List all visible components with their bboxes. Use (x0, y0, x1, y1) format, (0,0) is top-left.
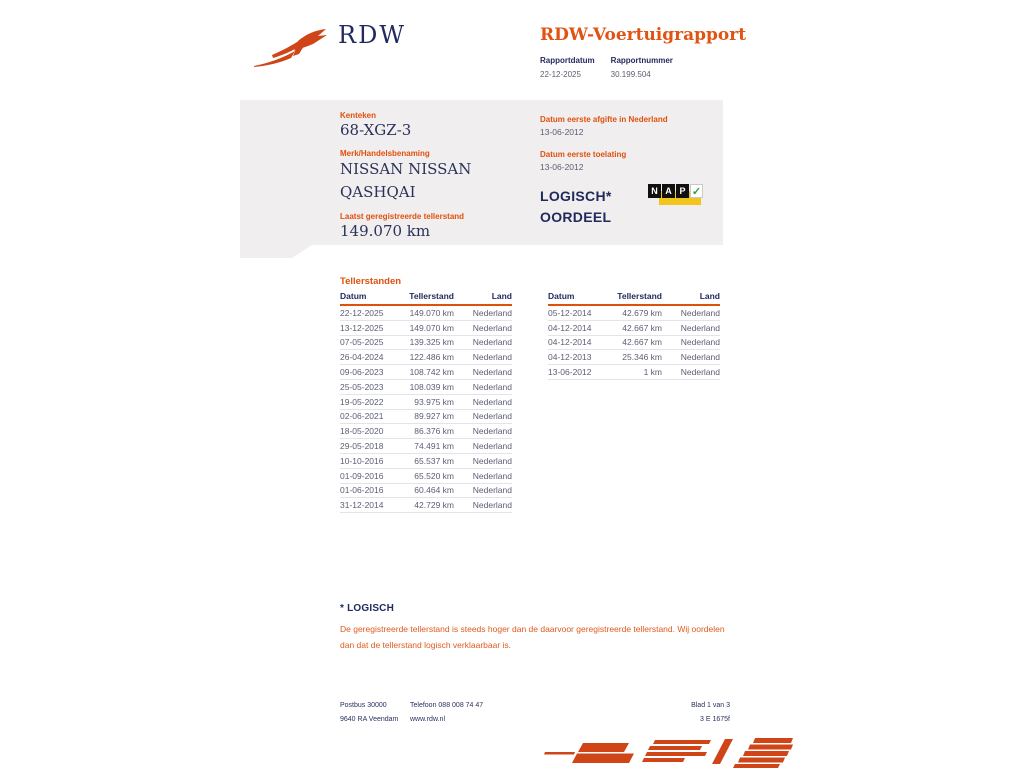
table-cell: Nederland (680, 352, 720, 363)
column-header-datum: Datum (340, 291, 367, 301)
column-header-tellerstand: Tellerstand (617, 291, 662, 301)
tellerstanden-table-right (548, 291, 720, 380)
table-cell: 29-05-2018 (340, 441, 384, 452)
table-row (548, 350, 720, 365)
table-cell: 19-05-2022 (340, 396, 384, 407)
footer-address (340, 699, 398, 727)
table-cell: 93.975 km (414, 396, 454, 407)
table-cell: 42.729 km (414, 500, 454, 511)
table-cell: 86.376 km (414, 426, 454, 437)
table-cell: 04-12-2014 (548, 322, 592, 333)
table-cell: 05-12-2014 (548, 307, 592, 318)
table-row (548, 306, 720, 321)
table-cell: 25-05-2023 (340, 381, 384, 392)
table-cell: Nederland (472, 485, 512, 496)
report-number-label: Rapportnummer (610, 56, 673, 65)
table-cell: Nederland (472, 441, 512, 452)
column-header-land: Land (699, 291, 720, 301)
rdw-stripes-decoration (543, 736, 793, 768)
table-cell: 01-06-2016 (340, 485, 384, 496)
nap-checkmark-icon: ✓ (691, 185, 702, 198)
table-cell: Nederland (472, 307, 512, 318)
table-cell: Nederland (472, 337, 512, 348)
table-cell: Nederland (680, 337, 720, 348)
footer-contact (410, 699, 483, 727)
table-row (340, 498, 512, 513)
table-cell: Nederland (472, 381, 512, 392)
report-number (611, 56, 673, 79)
table-cell: Nederland (472, 470, 512, 481)
table-cell: 139.325 km (409, 337, 454, 348)
nap-logo (648, 184, 702, 208)
table-cell: Nederland (472, 455, 512, 466)
table-row (340, 336, 512, 351)
table-cell: Nederland (680, 367, 720, 378)
table-cell: 108.742 km (409, 367, 454, 378)
footer-phone: Telefoon 088 008 74 47 (410, 702, 484, 709)
table-row (340, 365, 512, 380)
report-date-label: Rapportdatum (540, 56, 595, 65)
table-cell: 13-06-2012 (548, 367, 592, 378)
table-row (340, 395, 512, 410)
table-cell: Nederland (472, 396, 512, 407)
table-cell: 60.464 km (414, 485, 454, 496)
rdw-bird-logo-icon (252, 26, 334, 70)
table-cell: Nederland (472, 411, 512, 422)
merk-value: NISSAN NISSAN QASHQAI (340, 160, 472, 201)
nap-letter-tile: P (676, 184, 689, 198)
table-row (340, 306, 512, 321)
table-row (548, 365, 720, 380)
report-meta (540, 56, 673, 79)
footer-form-code: 3 E 1675f (700, 716, 730, 723)
nap-oordeel-text (540, 186, 612, 228)
table-cell: 01-09-2016 (340, 470, 384, 481)
table-cell: 108.039 km (409, 381, 454, 392)
table-cell: Nederland (680, 307, 720, 318)
footer-address-line2: 9640 RA Veendam (340, 716, 399, 723)
table-cell: 22-12-2025 (340, 307, 384, 318)
footnote-text: De geregistreerde tellerstand is steeds hoger dan de daarvoor geregistreerde tellerstand. Wij oordelen dan dat de tellerstand logisch verklaarbaar is. (340, 624, 725, 650)
table-row (340, 350, 512, 365)
table-cell: 02-06-2021 (340, 411, 384, 422)
table-cell: 42.679 km (622, 307, 662, 318)
table-cell: 149.070 km (409, 322, 454, 333)
table-cell: 122.486 km (409, 352, 454, 363)
table-cell: Nederland (680, 322, 720, 333)
tellerstanden-table-left (340, 291, 512, 513)
table-cell: 42.667 km (622, 322, 662, 333)
logisch-footnote (340, 603, 735, 653)
table-cell: 89.927 km (414, 411, 454, 422)
table-cell: 65.537 km (414, 455, 454, 466)
table-cell: 1 km (643, 367, 662, 378)
kenteken-value: 68-XGZ-3 (340, 121, 412, 139)
table-cell: Nederland (472, 367, 512, 378)
table-cell: 13-12-2025 (340, 322, 384, 333)
merk-label: Merk/Handelsbenaming (340, 149, 430, 158)
table-cell: 25.346 km (622, 352, 662, 363)
table-cell: 31-12-2014 (340, 500, 384, 511)
table-row (340, 439, 512, 454)
tellerstanden-heading: Tellerstanden (340, 276, 402, 287)
toelating-label: Datum eerste toelating (540, 150, 627, 159)
tellerstand-label: Laatst geregistreerde tellerstand (340, 212, 465, 221)
table-header-row (340, 291, 512, 306)
table-cell: 09-06-2023 (340, 367, 384, 378)
kenteken-label: Kenteken (340, 111, 377, 120)
table-row (340, 321, 512, 336)
table-cell: 26-04-2024 (340, 352, 384, 363)
footer-page-number: Blad 1 van 3 (691, 702, 730, 709)
table-cell: 42.667 km (622, 337, 662, 348)
table-cell: 18-05-2020 (340, 426, 384, 437)
table-row (340, 469, 512, 484)
table-cell: 04-12-2014 (548, 337, 592, 348)
table-cell: 10-10-2016 (340, 455, 384, 466)
table-row (340, 484, 512, 499)
table-cell: 65.520 km (414, 470, 454, 481)
footnote-title: * LOGISCH (340, 603, 395, 614)
table-row (340, 424, 512, 439)
report-date-value: 22-12-2025 (540, 70, 581, 79)
table-row (340, 380, 512, 395)
report-title: RDW-Voertuigrapport (540, 25, 747, 45)
afgifte-value: 13-06-2012 (540, 127, 584, 137)
column-header-datum: Datum (548, 291, 575, 301)
oordeel-line1: LOGISCH* (540, 188, 612, 204)
nap-letter-tile: A (662, 184, 675, 198)
vehicle-summary-box (240, 100, 723, 245)
table-cell: 149.070 km (409, 307, 454, 318)
report-date (540, 56, 595, 79)
rdw-wordmark: RDW (338, 21, 406, 49)
nap-letter-tile: N (648, 184, 661, 198)
table-row (340, 410, 512, 425)
table-cell: 04-12-2013 (548, 352, 592, 363)
footer-page-info (580, 699, 730, 727)
footer-website: www.rdw.nl (410, 716, 446, 723)
table-cell: Nederland (472, 322, 512, 333)
column-header-tellerstand: Tellerstand (409, 291, 454, 301)
tellerstand-value: 149.070 km (340, 222, 431, 240)
table-cell: Nederland (472, 352, 512, 363)
table-cell: Nederland (472, 426, 512, 437)
vehicle-box-tail (240, 245, 312, 258)
footer-address-line1: Postbus 30000 (340, 702, 387, 709)
table-cell: 74.491 km (414, 441, 454, 452)
oordeel-line2: OORDEEL (540, 209, 612, 225)
table-row (548, 321, 720, 336)
table-cell: 07-05-2025 (340, 337, 384, 348)
report-number-value: 30.199.504 (610, 70, 651, 79)
table-cell: Nederland (472, 500, 512, 511)
toelating-value: 13-06-2012 (540, 162, 584, 172)
column-header-land: Land (491, 291, 512, 301)
table-row (548, 336, 720, 351)
afgifte-label: Datum eerste afgifte in Nederland (540, 115, 668, 124)
table-row (340, 454, 512, 469)
table-header-row (548, 291, 720, 306)
